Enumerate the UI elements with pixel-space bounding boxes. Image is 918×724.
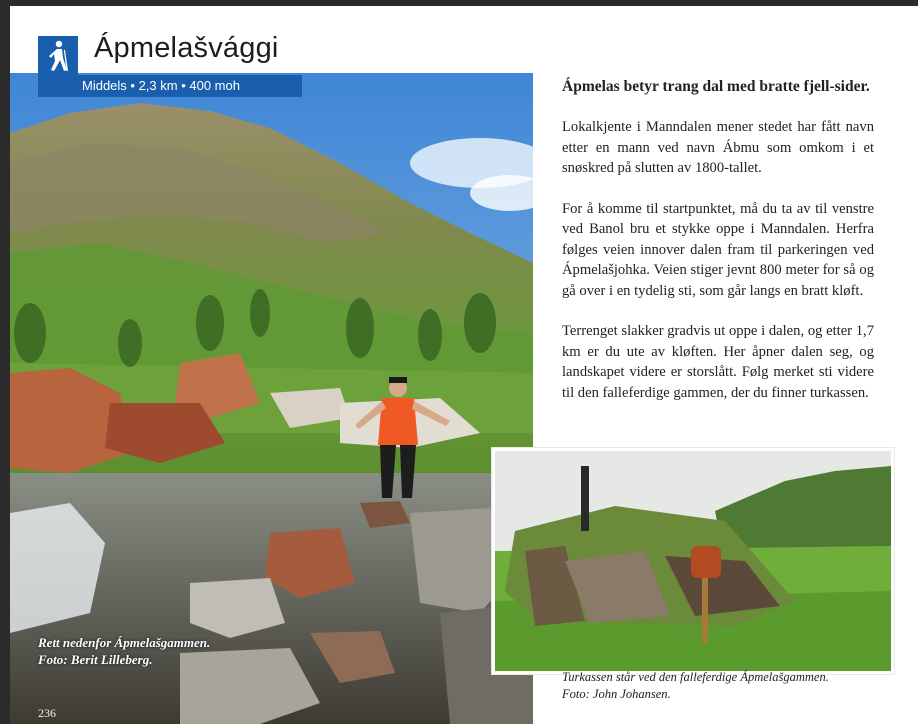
main-photo — [10, 73, 533, 724]
article-paragraph: Terrenget slakker gradvis ut oppe i dalen, og etter 1,7 km er du ute av kløften. Her åpner dalen seg, og landskapet videre er storslått. Følg merket sti videre til den falleferdige gammen, der du finner turkassen. — [562, 323, 874, 401]
main-photo-caption — [38, 634, 210, 668]
page-title: Ápmelašvággi — [94, 32, 279, 64]
second-caption-line-2: Foto: John Johansen. — [562, 687, 671, 701]
page-number: 236 — [38, 706, 56, 720]
hiker-icon — [38, 36, 78, 76]
article-lead: Ápmelas betyr trang dal med bratte fjell-sider. — [562, 78, 870, 95]
main-caption-line-2: Foto: Berit Lilleberg. — [38, 652, 153, 667]
book-page — [10, 6, 918, 724]
second-photo-caption — [562, 669, 892, 703]
second-photo — [492, 448, 894, 674]
article-text — [562, 76, 874, 423]
main-caption-line-1: Rett nedenfor Ápmelašgammen. — [38, 635, 211, 650]
trail-info-bar: Middels • 2,3 km • 400 moh — [38, 75, 302, 97]
article-paragraph: For å komme til startpunktet, må du ta av til venstre ved Banol bru et stykke oppe i Manndalen. Herfra følges veien innover dalen fram til parkeringen ved Ápmelašjohka. Veien stiger jevnt 800 meter for så og gå over i en tydelig sti, som går langs en bratt kløft. — [562, 200, 874, 299]
article-paragraph: Lokalkjente i Manndalen mener stedet har fått navn etter en mann ved navn Ábmu som omkom i et snøskred på slutten av 1800-tallet. — [562, 119, 874, 176]
second-caption-line-1: Turkassen står ved den falleferdige Ápmelašgammen. — [562, 670, 829, 684]
